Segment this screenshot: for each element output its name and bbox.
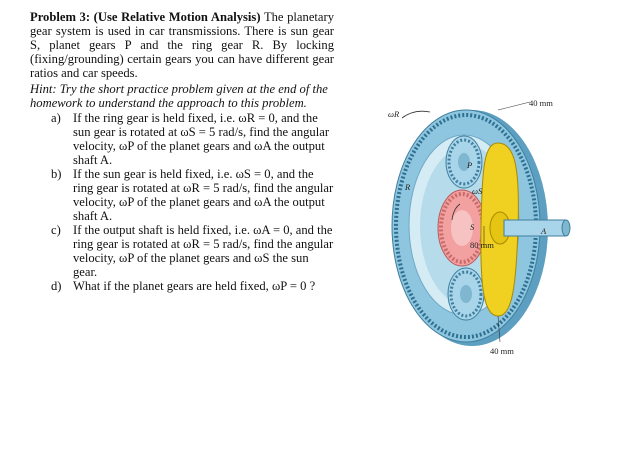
part-text: If the output shaft is held fixed, i.e. ωA = 0, and the ring gear is rotated at ωR = 5 rad/s, find the angular velocity, ωP of the planet gears and ωS the sun gear.: [73, 223, 334, 279]
dim-top-label: 40 mm: [529, 98, 553, 108]
part-mark: d): [51, 279, 62, 293]
part-text: What if the planet gears are held fixed, ωP = 0 ?: [73, 279, 316, 293]
dimension-line-top: [498, 102, 530, 110]
dim-bottom-label: 40 mm: [490, 346, 514, 356]
part-item: [51, 167, 334, 223]
problem-heading: Problem 3: (Use Relative Motion Analysis): [30, 10, 261, 24]
parts-list: [30, 111, 334, 293]
output-shaft: [504, 220, 570, 236]
planet-label: P: [467, 160, 473, 170]
problem-text: [30, 10, 334, 293]
ring-rotation-arrow: [402, 111, 430, 118]
omega-r-label: ωR: [388, 109, 400, 119]
planet-gear-upper: [446, 136, 482, 188]
part-text: If the sun gear is held fixed, i.e. ωS = 0, and the ring gear is rotated at ωR = 5 rad/s, find the angular velocity, ωP of the planet gears and ωA the output shaft A.: [73, 167, 334, 223]
problem-intro: [30, 10, 334, 80]
problem-hint: Hint: Try the short practice problem given at the end of the homework to understand the approach to this problem.: [30, 82, 328, 110]
part-mark: b): [51, 167, 62, 181]
omega-s-label: ωS: [472, 186, 483, 196]
problem-description: The planetary gear system is used in car transmissions. There is sun gear S, planet gears P and the ring gear R. By locking (fixing/grounding) certain gears you can have different gear ratios and car speeds.: [30, 10, 334, 80]
ring-label: R: [405, 182, 411, 192]
part-item: [51, 223, 334, 279]
sun-label: S: [470, 222, 475, 232]
sun-gear: [438, 190, 486, 266]
shaft-label: A: [541, 226, 547, 236]
part-item: [51, 111, 334, 167]
dim-mid-label: 80 mm: [470, 240, 494, 250]
part-mark: a): [51, 111, 61, 125]
part-text: If the ring gear is held fixed, i.e. ωR = 0, and the sun gear is rotated at ωS = 5 rad/s, find the angular velocity, ωP of the planet gears and ωA the output shaft A.: [73, 111, 330, 167]
planet-gear-lower: [448, 268, 484, 320]
part-item: [51, 279, 334, 293]
part-mark: c): [51, 223, 61, 237]
planetary-gear-figure: [380, 88, 580, 358]
